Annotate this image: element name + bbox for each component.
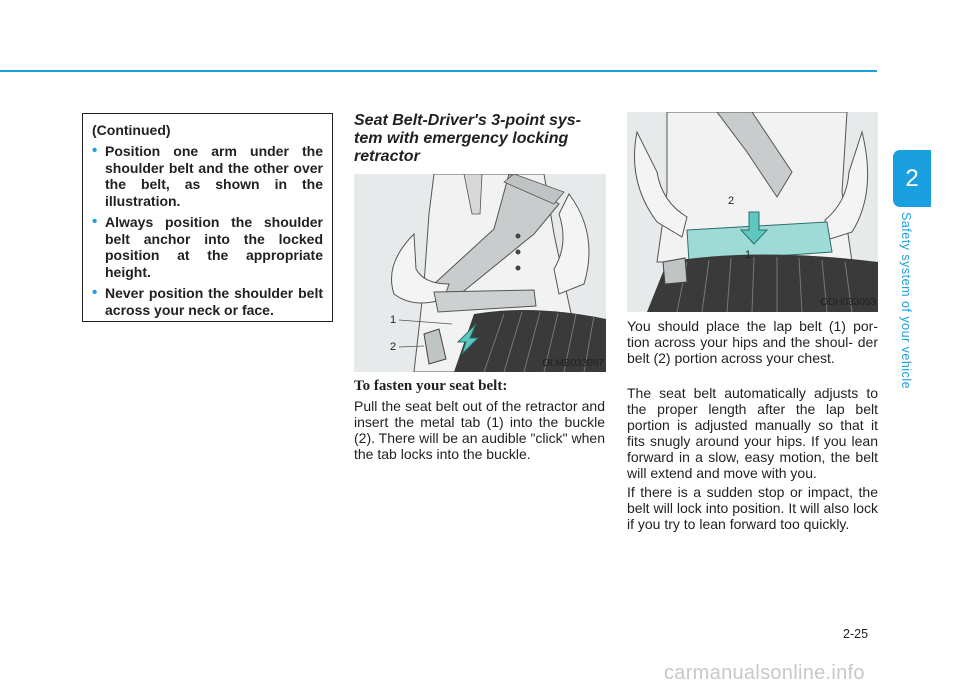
figure1-label-1: 1 — [390, 314, 397, 326]
warning-list — [92, 143, 323, 318]
seatbelt-position-illustration — [627, 112, 878, 312]
section-heading: Seat Belt-Driver's 3-point sys- tem with emergency locking retractor — [354, 112, 581, 165]
watermark: carmanualsonline.info — [664, 662, 865, 684]
chapter-number-tab: 2 — [893, 150, 931, 207]
header-rule — [0, 70, 877, 72]
warning-item: • Always position the shoulder belt anchor into the locked position at the appropriate height. — [92, 214, 323, 280]
warning-continued: (Continued) — [92, 122, 171, 138]
figure1-code: OLMB033087 — [542, 358, 604, 369]
chapter-title: Safety system of your vehicle — [899, 212, 913, 390]
figure2-label-1: 1 — [745, 249, 752, 261]
paragraph: You should place the lap belt (1) por- tion across your hips and the shoul- der belt (2) portion across your chest. — [627, 318, 878, 366]
figure2-label-2: 2 — [728, 195, 735, 207]
figure2-code: ODH033053 — [820, 297, 876, 308]
warning-item: • Position one arm under the shoulder belt and the other over the belt, as shown in the illustration. — [92, 143, 323, 209]
figure-belt-position — [627, 112, 878, 312]
figure1-label-2: 2 — [390, 341, 397, 353]
warning-item: • Never position the shoulder belt across your neck or face. — [92, 285, 323, 318]
paragraph: The seat belt automatically adjusts to the proper length after the lap belt portion is adjusted manually so that it fits snugly around your hips. If you lean forward in a slow, easy motion, the belt will extend and move with you. — [627, 385, 878, 481]
paragraph: If there is a sudden stop or impact, the belt will lock into position. It will also lock if you try to lean forward too quickly. — [627, 484, 878, 532]
warning-box — [82, 113, 333, 322]
paragraph: Pull the seat belt out of the retractor and insert the metal tab (1) into the buckle (2). There will be an audible "click" when the tab locks into the buckle. — [354, 398, 605, 462]
seatbelt-fasten-illustration — [354, 174, 606, 372]
figure-fasten-belt — [354, 174, 606, 372]
subheading: To fasten your seat belt: — [354, 378, 508, 394]
page-number: 2-25 — [843, 627, 869, 641]
